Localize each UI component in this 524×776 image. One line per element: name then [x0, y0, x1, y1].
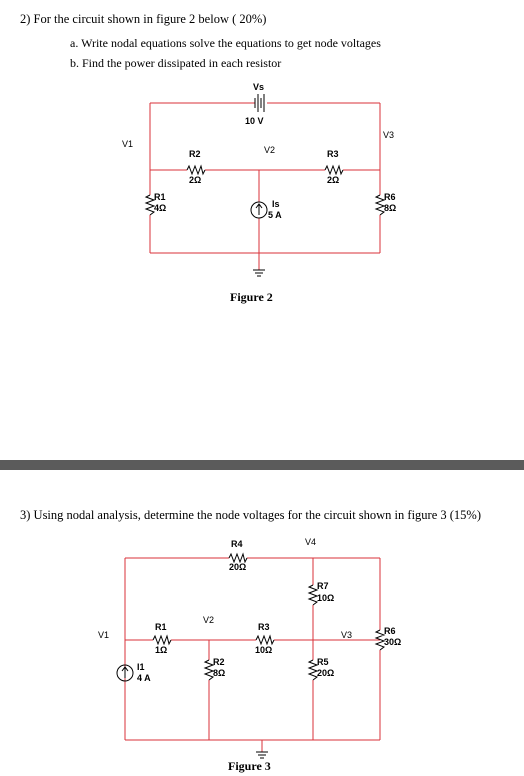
fig3-r6-value: 30Ω [384, 637, 402, 647]
resistor-r3-symbol-fig3 [256, 636, 274, 644]
fig2-r6-name: R6 [384, 192, 396, 202]
fig3-r1-name: R1 [155, 622, 167, 632]
question-2-part-b: b. Find the power dissipated in each resistor [70, 56, 282, 70]
resistor-r2-symbol-fig3 [205, 660, 213, 680]
fig3-r7-value: 10Ω [317, 593, 335, 603]
question-3-heading: 3) Using nodal analysis, determine the node voltages for the circuit shown in figure 3 (15%) [20, 508, 481, 522]
fig3-node-v1: V1 [98, 630, 110, 640]
fig3-r5-value: 20Ω [317, 668, 335, 678]
resistor-r4-symbol [229, 554, 247, 562]
fig2-is-name: Is [272, 199, 280, 209]
fig2-r2-value: 2Ω [189, 175, 202, 185]
fig2-node-v3: V3 [383, 130, 395, 140]
resistor-r1-symbol-fig3 [153, 636, 171, 644]
fig2-vs-value: 10 V [245, 116, 264, 126]
fig2-is-value: 5 A [268, 210, 282, 220]
fig3-node-v2: V2 [203, 615, 215, 625]
fig3-node-v3: V3 [341, 630, 353, 640]
fig2-r1-name: R1 [154, 192, 166, 202]
fig2-node-v2: V2 [264, 145, 276, 155]
figure-3-ground-icon [256, 752, 268, 758]
fig3-r3-value: 10Ω [255, 645, 273, 655]
fig2-r1-value: 4Ω [154, 203, 167, 213]
fig2-r2-name: R2 [189, 149, 201, 159]
question-2-heading: 2) For the circuit shown in figure 2 below ( 20%) [20, 12, 267, 26]
fig3-i1-value: 4 A [137, 673, 151, 683]
fig3-node-v4: V4 [305, 537, 317, 547]
resistor-r5-symbol [309, 660, 317, 680]
fig2-r6-value: 8Ω [384, 203, 397, 213]
fig2-node-v1: V1 [122, 139, 134, 149]
fig3-r5-name: R5 [317, 657, 329, 667]
fig2-vs-name: Vs [253, 82, 265, 92]
fig3-r2-name: R2 [213, 657, 225, 667]
fig3-r6-name: R6 [384, 626, 396, 636]
fig3-r3-name: R3 [258, 622, 270, 632]
fig3-r4-name: R4 [231, 539, 243, 549]
figure-3-wires [125, 558, 380, 752]
fig2-r3-name: R3 [327, 149, 339, 159]
fig3-r7-name: R7 [317, 581, 329, 591]
fig3-r1-value: 1Ω [155, 645, 168, 655]
resistor-r7-symbol [309, 585, 317, 605]
fig2-r3-value: 2Ω [327, 175, 340, 185]
fig3-r2-value: 8Ω [213, 668, 226, 678]
fig3-i1-name: I1 [137, 662, 145, 672]
figure-2-caption: Figure 2 [230, 290, 273, 304]
figure-3-caption: Figure 3 [228, 759, 271, 773]
fig3-r4-value: 20Ω [229, 562, 247, 572]
question-2-part-a: a. Write nodal equations solve the equations to get node voltages [70, 36, 381, 50]
